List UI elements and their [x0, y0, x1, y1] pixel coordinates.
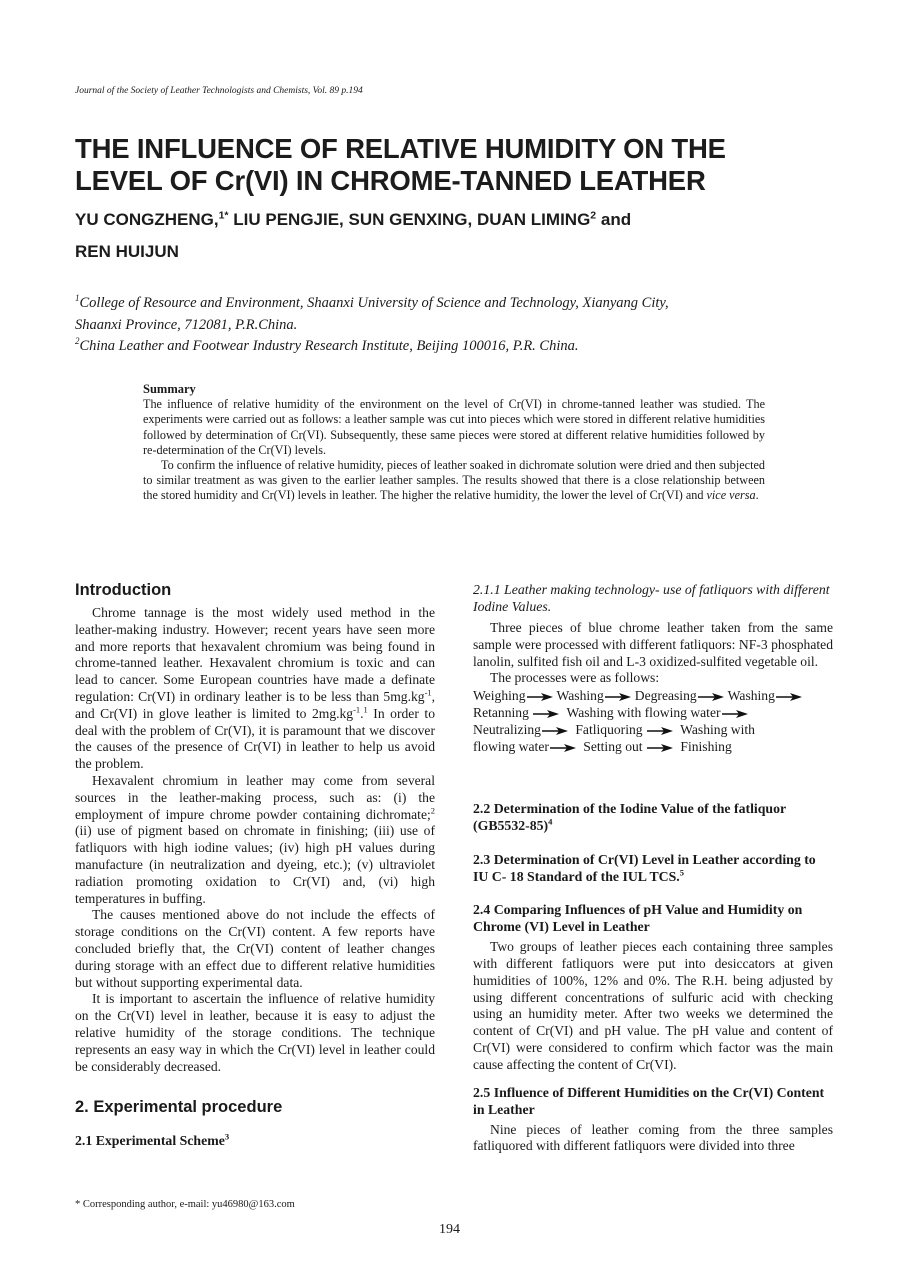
body-text: In order to deal with the problem of Cr(VI), it is paramount that we discover the causes of the presence of Cr(VI) in leather to help us avoid the problem.	[75, 705, 435, 772]
affiliation-marker: 2	[590, 209, 597, 222]
subsection-heading-2-1	[75, 1132, 435, 1149]
subsection-heading-2-4: 2.4 Comparing Influences of pH Value and Humidity on Chrome (VI) Level in Leather	[473, 902, 803, 935]
arrow-right-icon	[542, 727, 568, 735]
process-step: Retanning	[473, 705, 529, 721]
summary-paragraph-1: The influence of relative humidity of the environment on the level of Cr(VI) in chrome-tanned leather was studied. The experiments were carried out as follows: a leather sample was cut into pieces which were stored in different relative humidities followed by determination of Cr(VI). Subsequently, these same pieces were stored at different relative humidities followed by re-determination of the Cr(VI) levels.	[143, 397, 765, 457]
affiliation-marker: 1*	[218, 209, 229, 222]
citation-ref: 3	[224, 1131, 230, 1142]
s24-paragraph-1: Two groups of leather pieces each containing three samples with different fatliquors were put into desiccators at given humidities of 100%, 12% and 0%. The R.H. being adjusted by using different concentrations of sulfuric acid with checking using an humidity meter. After two weeks we determined the content of Cr(VI) and pH value. The pH value and content of Cr(VI) were considered to confirm which factor was the main cause affecting the content of Cr(VI).	[473, 939, 833, 1072]
citation-ref: 2	[430, 805, 435, 816]
paper-title	[75, 133, 835, 197]
process-flow-line-3	[473, 721, 833, 738]
citation-ref: 5	[679, 867, 685, 878]
section-heading-introduction: Introduction	[75, 581, 172, 599]
process-step: Neutralizing	[473, 722, 541, 738]
intro-paragraph-3: The causes mentioned above do not include the effects of storage conditions on the Cr(VI) content. A few reports have concluded briefly that, the Cr(VI) content of leather changes during storage with an effect due to different relative humidities but without supporting experimental data.	[75, 907, 435, 990]
affiliation-2	[75, 336, 835, 358]
subsection-heading-2-1-1: 2.1.1 Leather making technology- use of fatliquors with different Iodine Values.	[473, 582, 830, 614]
arrow-right-icon	[722, 710, 748, 718]
subsection-heading-2-3	[473, 851, 833, 885]
arrow-right-icon	[647, 727, 673, 735]
author-conjunction: and	[596, 210, 632, 229]
summary-block	[143, 382, 765, 504]
summary-heading: Summary	[143, 382, 196, 396]
subsection-heading-2-2	[473, 800, 833, 834]
affiliation-text: Shaanxi Province, 712081, P.R.China.	[75, 316, 298, 333]
process-flow-line-1	[473, 687, 833, 704]
affiliation-1-cont	[75, 315, 835, 337]
process-step: Washing	[727, 688, 775, 704]
summary-text: To confirm the influence of relative humidity, pieces of leather soaked in dichromate solution were dried and then subjected to similar treatment as was given to the earlier leather samples. The results showed that there is a close relationship between the stored humidity and Cr(VI) levels in leather. The higher the relative humidity, the lower the level of Cr(VI) and	[143, 458, 765, 503]
running-head: Journal of the Society of Leather Technologists and Chemists, Vol. 89 p.194	[75, 86, 363, 96]
body-text: .	[360, 705, 364, 721]
arrow-right-icon	[647, 744, 673, 752]
subsection-heading-2-5: 2.5 Influence of Different Humidities on the Cr(VI) Content in Leather	[473, 1084, 825, 1117]
arrow-right-icon	[527, 693, 553, 701]
process-step: Washing	[556, 688, 604, 704]
citation-ref: 4	[548, 816, 553, 827]
heading-text: 2.3 Determination of Cr(VI) Level in Leather according to IU C- 18 Standard of the IUL TCS.	[473, 852, 816, 885]
s25-paragraph-1: Nine pieces of leather coming from the three samples fatliquored with different fatliquors were divided into three	[473, 1121, 833, 1154]
process-flow-line-2	[473, 704, 833, 721]
arrow-right-icon	[550, 744, 576, 752]
corresponding-author-footnote: * Corresponding author, e-mail: yu46980@163.com	[75, 1199, 295, 1210]
section-heading-experimental: 2. Experimental procedure	[75, 1098, 283, 1117]
process-step: Setting out	[583, 739, 643, 755]
left-column	[75, 580, 435, 1149]
arrow-right-icon	[533, 710, 559, 718]
affiliation-marker: 2	[75, 336, 80, 347]
affiliation-1	[75, 293, 835, 315]
superscript: -1	[353, 704, 361, 715]
affiliation-marker: 1	[75, 293, 80, 304]
affiliation-text: China Leather and Footwear Industry Research Institute, Beijing 100016, P.R. China.	[79, 338, 579, 354]
process-step: Finishing	[680, 739, 732, 755]
process-step: Washing with	[680, 722, 755, 738]
affiliation-text: College of Resource and Environment, Shaanxi University of Science and Technology, Xianyang City,	[79, 295, 669, 311]
title-line-1: THE INFLUENCE OF RELATIVE HUMIDITY ON THE	[75, 133, 726, 164]
process-step: Weighing	[473, 688, 526, 704]
process-step: Degreasing	[634, 688, 697, 704]
author-name: YU CONGZHENG,	[75, 210, 219, 229]
summary-text: .	[755, 488, 759, 503]
summary-paragraph-2	[143, 458, 765, 504]
affiliations	[75, 293, 835, 358]
intro-paragraph-1	[75, 605, 435, 773]
right-column	[473, 581, 833, 1155]
arrow-right-icon	[776, 693, 802, 701]
citation-ref: 1	[363, 704, 368, 715]
authors-line-1	[75, 204, 835, 236]
process-flow-line-4	[473, 738, 833, 755]
arrow-right-icon	[698, 693, 724, 701]
body-text: Hexavalent chromium in leather may come from several sources in the leather-making process, such as: (i) the employment of impure chrome powder containing dichromate;	[75, 772, 435, 822]
process-step: Fatliquoring	[575, 722, 643, 738]
author-names: LIU PENGJIE, SUN GENXING, DUAN LIMING	[228, 210, 591, 229]
s211-paragraph-1: Three pieces of blue chrome leather taken from the same sample were processed with different fatliquors: NF-3 phosphated lanolin, sulfited fish oil and L-3 oxidized-sulfited vegetable oil.	[473, 620, 833, 669]
s211-paragraph-2: The processes were as follows:	[490, 670, 660, 686]
title-line-2: LEVEL OF Cr(VI) IN CHROME-TANNED LEATHER	[75, 165, 706, 196]
intro-paragraph-4: It is important to ascertain the influence of relative humidity on the Cr(VI) level in leather, because it is easy to adjust the relative humidity of the storage conditions. The technique represents an easy way in which the Cr(VI) level in leather could be considerably decreased.	[75, 991, 435, 1074]
arrow-right-icon	[605, 693, 631, 701]
heading-text: 2.1 Experimental Scheme	[75, 1133, 225, 1149]
body-text: Chrome tannage is the most widely used method in the leather-making industry. However; recent years have seen more and more reports that hexavalent chromium was being found in chrome-tanned leather. Hexavalent chromium is toxic and can lead to cancer. Some European countries have made a definate regulation: Cr(VI) in ordinary leather is to be less than 5mg.kg	[75, 605, 435, 704]
author-list	[75, 204, 835, 268]
authors-line-2: REN HUIJUN	[75, 242, 179, 261]
page-number: 194	[439, 1222, 460, 1237]
body-text: (ii) use of pigment based on chromate in finishing; (iii) use of fatliquors with high iodine values; (iv) high pH values during manufacture (in neutralization and dyeing, etc.); (v) ultraviolet radiation promoting oxidation to Cr(VI) and, (vi) high temperatures in buffing.	[75, 823, 435, 906]
superscript: -1	[424, 687, 432, 698]
intro-paragraph-2	[75, 773, 435, 907]
italic-phrase: vice versa	[706, 488, 756, 503]
process-flow	[473, 687, 833, 755]
body-text: , and Cr(VI) in glove leather is limited to 2mg.kg	[75, 688, 435, 721]
process-step: Washing with flowing water	[566, 705, 721, 721]
heading-text: 2.2 Determination of the Iodine Value of the fatliquor (GB5532-85)	[473, 801, 786, 834]
process-step: flowing water	[473, 739, 549, 755]
